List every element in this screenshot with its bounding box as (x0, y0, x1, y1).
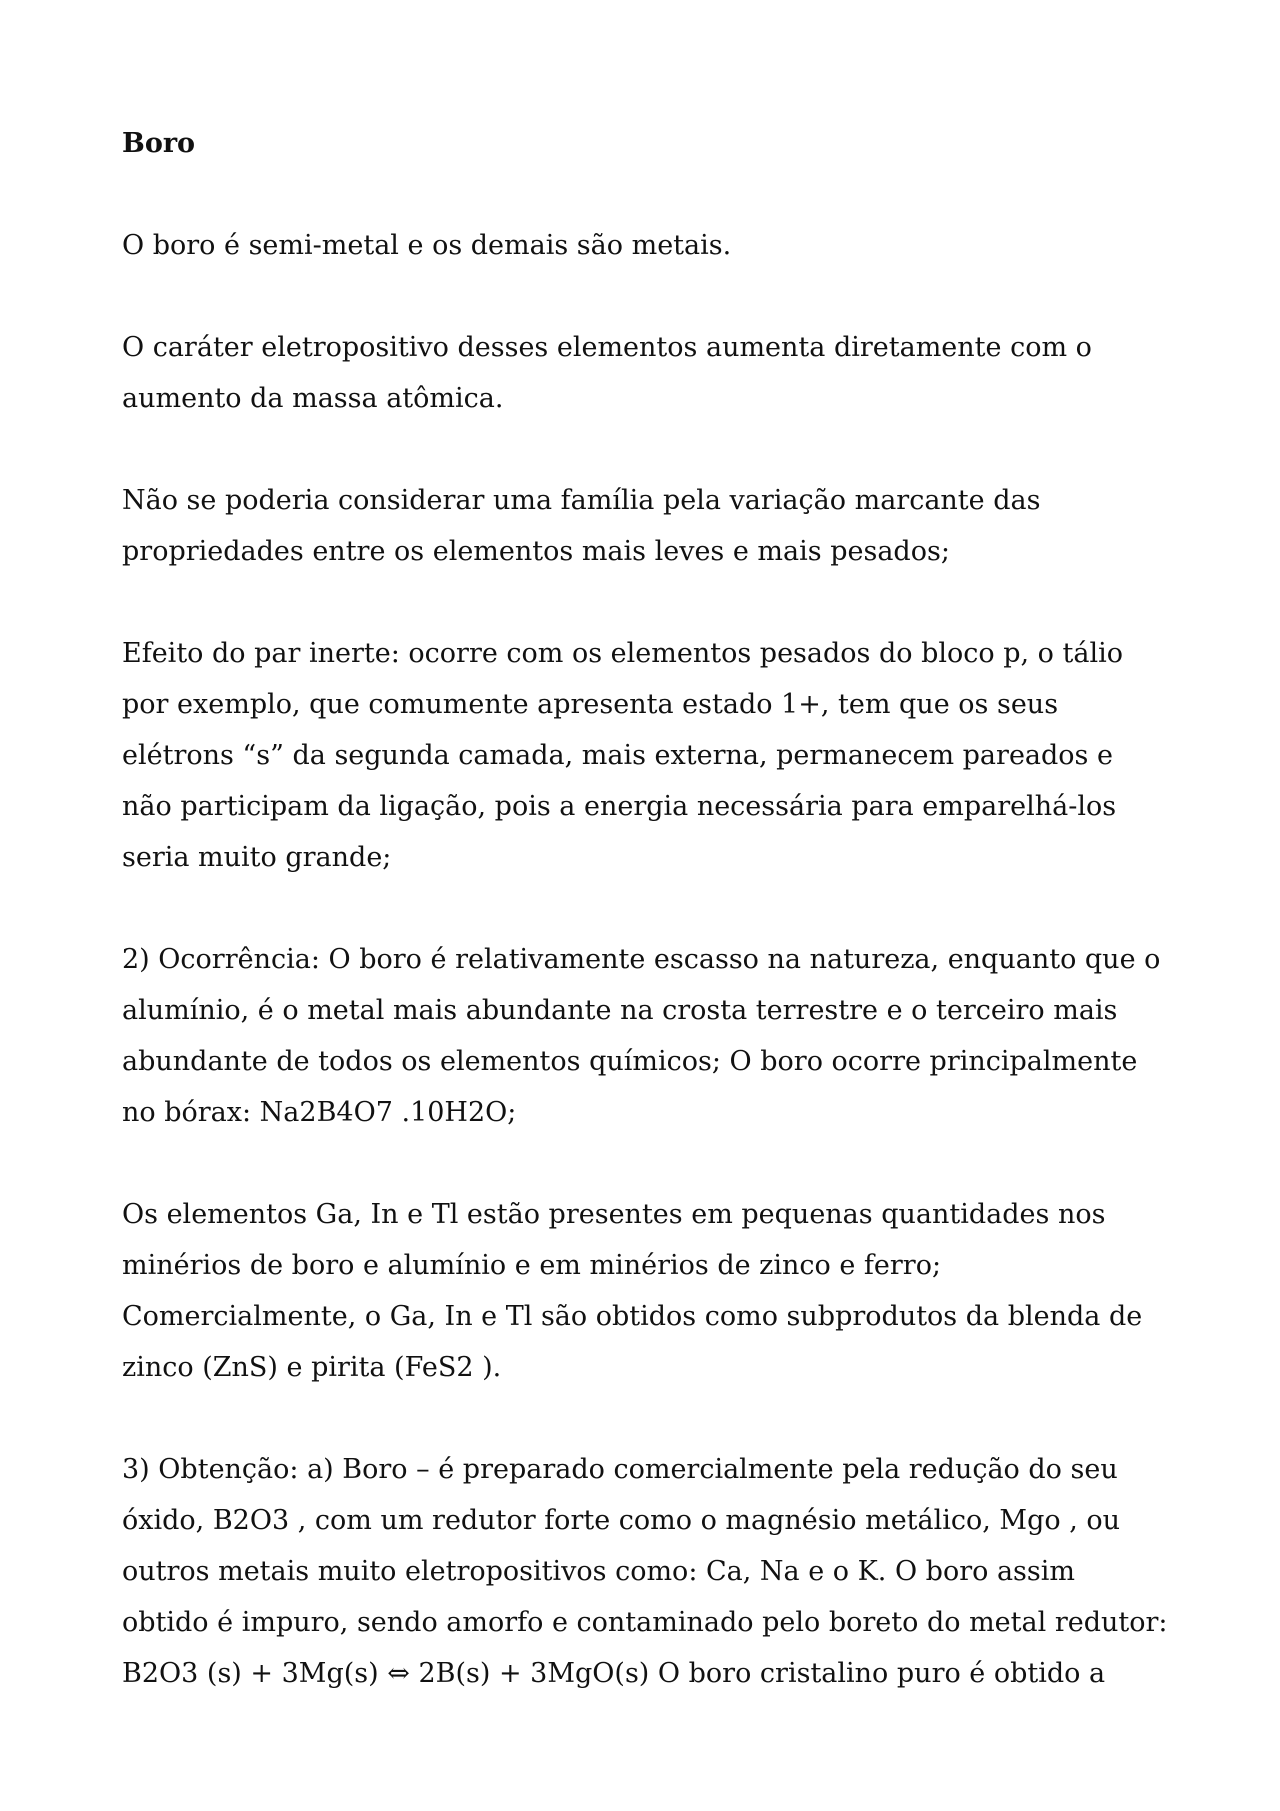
paragraph-4 (122, 628, 1180, 883)
paragraph-6 (122, 1189, 1180, 1393)
paragraph-5 (122, 934, 1180, 1138)
text-line: Os elementos Ga, In e Tl estão presentes em pequenas quantidades nos (122, 1199, 1106, 1230)
text-line: óxido, B2O3 , com um redutor forte como o magnésio metálico, Mgo , ou (122, 1505, 1121, 1536)
text-line: propriedades entre os elementos mais leves e mais pesados; (122, 536, 950, 567)
text-line: Efeito do par inerte: ocorre com os elementos pesados do bloco p, o tálio (122, 638, 1123, 669)
paragraph-3 (122, 475, 1180, 577)
paragraph-spacer (122, 883, 1180, 934)
paragraph-spacer (122, 1138, 1180, 1189)
paragraph-spacer (122, 271, 1180, 322)
text-line: obtido é impuro, sendo amorfo e contaminado pelo boreto do metal redutor: (122, 1607, 1168, 1638)
paragraph-7 (122, 1444, 1180, 1699)
text-line: O caráter eletropositivo desses elementos aumenta diretamente com o (122, 332, 1092, 363)
text-line: elétrons “s” da segunda camada, mais externa, permanecem pareados e (122, 740, 1113, 771)
paragraph-1 (122, 220, 1180, 271)
text-line: aumento da massa atômica. (122, 383, 504, 414)
text-line: no bórax: Na2B4O7 .10H2O; (122, 1097, 517, 1128)
text-line: alumínio, é o metal mais abundante na crosta terrestre e o terceiro mais (122, 995, 1118, 1026)
text-line: minérios de boro e alumínio e em minérios de zinco e ferro; (122, 1250, 942, 1281)
text-line: 2) Ocorrência: O boro é relativamente escasso na natureza, enquanto que o (122, 944, 1161, 975)
text-line: seria muito grande; (122, 842, 392, 873)
text-line: O boro é semi-metal e os demais são metais. (122, 230, 732, 261)
spacer (122, 169, 1180, 220)
paragraph-spacer (122, 577, 1180, 628)
document-title: Boro (122, 128, 196, 159)
text-line: Comercialmente, o Ga, In e Tl são obtidos como subprodutos da blenda de (122, 1301, 1143, 1332)
text-line: por exemplo, que comumente apresenta estado 1+, tem que os seus (122, 689, 1059, 720)
paragraph-spacer (122, 424, 1180, 475)
text-line: 3) Obtenção: a) Boro – é preparado comercialmente pela redução do seu (122, 1454, 1118, 1485)
text-line: outros metais muito eletropositivos como: Ca, Na e o K. O boro assim (122, 1556, 1076, 1587)
text-line: zinco (ZnS) e pirita (FeS2 ). (122, 1352, 502, 1383)
text-line: Não se poderia considerar uma família pela variação marcante das (122, 485, 1041, 516)
text-line: B2O3 (s) + 3Mg(s) ⇔ 2B(s) + 3MgO(s) O boro cristalino puro é obtido a (122, 1658, 1106, 1689)
paragraph-2 (122, 322, 1180, 424)
document-body (122, 220, 1180, 1699)
text-line: abundante de todos os elementos químicos; O boro ocorre principalmente (122, 1046, 1138, 1077)
text-line: não participam da ligação, pois a energia necessária para emparelhá-los (122, 791, 1117, 822)
paragraph-spacer (122, 1393, 1180, 1444)
